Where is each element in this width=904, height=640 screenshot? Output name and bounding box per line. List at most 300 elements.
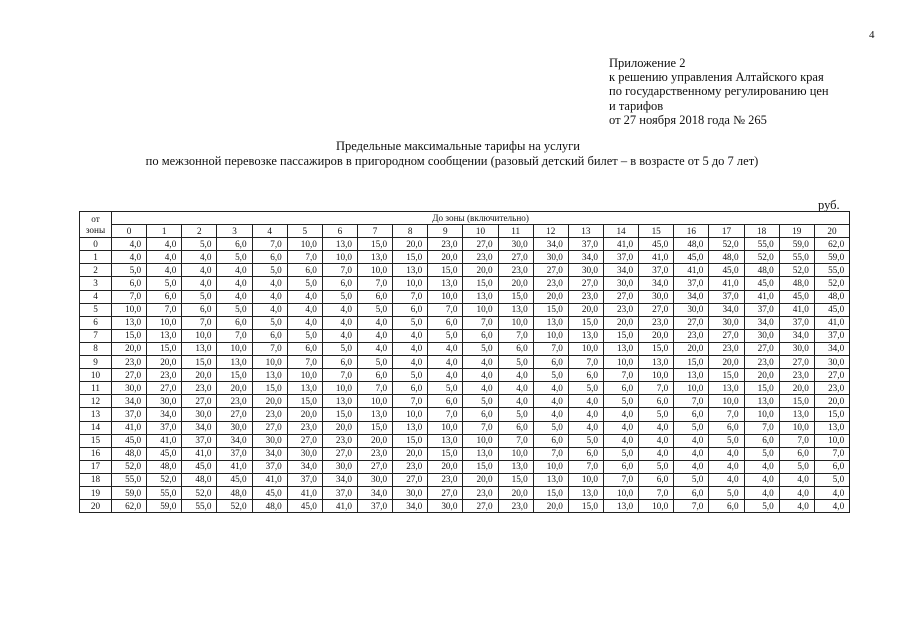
tariff-cell: 41,0 — [322, 500, 357, 513]
tariff-cell: 62,0 — [814, 238, 849, 251]
table-row — [80, 382, 850, 395]
tariff-cell: 5,0 — [744, 447, 779, 460]
to-zone-number: 0 — [112, 225, 147, 238]
tariff-cell: 10,0 — [322, 251, 357, 264]
tariff-cell: 10,0 — [182, 329, 217, 342]
tariff-cell: 5,0 — [463, 342, 498, 355]
tariff-cell: 6,0 — [568, 447, 603, 460]
tariff-cell: 23,0 — [779, 369, 814, 382]
tariff-cell: 23,0 — [112, 356, 147, 369]
tariff-cell: 52,0 — [147, 473, 182, 486]
tariff-cell: 34,0 — [744, 316, 779, 329]
tariff-cell: 10,0 — [674, 382, 709, 395]
tariff-cell: 27,0 — [322, 447, 357, 460]
tariff-cell: 5,0 — [568, 382, 603, 395]
tariff-cell: 41,0 — [287, 486, 322, 499]
tariff-cell: 7,0 — [603, 369, 638, 382]
tariff-cell: 6,0 — [779, 447, 814, 460]
tariff-cell: 15,0 — [463, 460, 498, 473]
tariff-cell: 23,0 — [674, 329, 709, 342]
tariff-cell: 6,0 — [463, 408, 498, 421]
from-zone-number: 6 — [80, 316, 112, 329]
tariff-cell: 10,0 — [603, 356, 638, 369]
tariff-cell: 48,0 — [744, 264, 779, 277]
tariff-cell: 45,0 — [709, 264, 744, 277]
to-zone-number: 12 — [533, 225, 568, 238]
tariff-cell: 20,0 — [533, 290, 568, 303]
tariff-cell: 15,0 — [568, 316, 603, 329]
tariff-cell: 52,0 — [814, 277, 849, 290]
tariff-cell: 45,0 — [217, 473, 252, 486]
to-zone-number: 6 — [322, 225, 357, 238]
tariff-cell: 15,0 — [814, 408, 849, 421]
table-row — [80, 290, 850, 303]
tariff-cell: 15,0 — [357, 421, 392, 434]
document-title — [0, 139, 904, 168]
tariff-cell: 6,0 — [533, 356, 568, 369]
tariff-cell: 6,0 — [112, 277, 147, 290]
tariff-cell: 4,0 — [287, 303, 322, 316]
from-zone-number: 13 — [80, 408, 112, 421]
appendix-line: от 27 ноября 2018 года № 265 — [609, 112, 767, 127]
tariff-cell: 13,0 — [533, 316, 568, 329]
tariff-cell: 23,0 — [709, 342, 744, 355]
tariff-cell: 23,0 — [393, 460, 428, 473]
tariff-cell: 34,0 — [182, 421, 217, 434]
tariff-cell: 13,0 — [674, 369, 709, 382]
tariff-cell: 4,0 — [393, 329, 428, 342]
tariff-cell: 48,0 — [709, 251, 744, 264]
table-row — [80, 369, 850, 382]
tariff-cell: 34,0 — [603, 264, 638, 277]
tariff-cell: 55,0 — [744, 238, 779, 251]
tariff-cell: 37,0 — [814, 329, 849, 342]
tariff-cell: 5,0 — [639, 408, 674, 421]
tariff-cell: 5,0 — [252, 316, 287, 329]
tariff-cell: 10,0 — [322, 382, 357, 395]
table-row — [80, 395, 850, 408]
tariff-cell: 27,0 — [709, 329, 744, 342]
tariff-cell: 4,0 — [779, 486, 814, 499]
tariff-cell: 4,0 — [498, 395, 533, 408]
tariff-cell: 7,0 — [498, 329, 533, 342]
tariff-cell: 7,0 — [287, 356, 322, 369]
tariff-cell: 23,0 — [182, 382, 217, 395]
tariff-cell: 7,0 — [639, 486, 674, 499]
tariff-cell: 6,0 — [603, 460, 638, 473]
from-zone-header — [80, 212, 112, 238]
tariff-cell: 34,0 — [217, 434, 252, 447]
tariff-cell: 15,0 — [533, 486, 568, 499]
from-zone-number: 10 — [80, 369, 112, 382]
tariff-cell: 5,0 — [498, 408, 533, 421]
tariff-cell: 13,0 — [428, 277, 463, 290]
tariff-cell: 6,0 — [568, 369, 603, 382]
from-zone-header-line: от — [91, 213, 100, 224]
to-zone-number: 18 — [744, 225, 779, 238]
tariff-cell: 55,0 — [147, 486, 182, 499]
tariff-cell: 13,0 — [112, 316, 147, 329]
tariff-cell: 30,0 — [322, 460, 357, 473]
tariff-cell: 13,0 — [463, 447, 498, 460]
table-row — [80, 342, 850, 355]
tariff-cell: 34,0 — [674, 290, 709, 303]
tariff-cell: 27,0 — [357, 460, 392, 473]
tariff-cell: 4,0 — [639, 434, 674, 447]
tariff-cell: 7,0 — [428, 408, 463, 421]
tariff-cell: 20,0 — [779, 382, 814, 395]
tariff-cell: 4,0 — [603, 421, 638, 434]
tariff-cell: 5,0 — [357, 303, 392, 316]
tariff-cell: 37,0 — [674, 277, 709, 290]
table-row — [80, 460, 850, 473]
tariff-cell: 15,0 — [112, 329, 147, 342]
tariff-cell: 37,0 — [744, 303, 779, 316]
tariff-cell: 20,0 — [217, 382, 252, 395]
tariff-cell: 13,0 — [533, 473, 568, 486]
tariff-cell: 6,0 — [639, 395, 674, 408]
tariff-cell: 41,0 — [182, 447, 217, 460]
tariff-cell: 23,0 — [428, 473, 463, 486]
tariff-cell: 6,0 — [217, 316, 252, 329]
tariff-cell: 7,0 — [322, 369, 357, 382]
tariff-cell: 10,0 — [428, 421, 463, 434]
tariff-cell: 37,0 — [182, 434, 217, 447]
tariff-cell: 15,0 — [568, 500, 603, 513]
tariff-cell: 7,0 — [639, 382, 674, 395]
tariff-cell: 4,0 — [709, 460, 744, 473]
appendix-block — [609, 56, 829, 127]
tariff-cell: 59,0 — [112, 486, 147, 499]
appendix-line: к решению управления Алтайского края — [609, 70, 824, 85]
to-zone-number: 16 — [674, 225, 709, 238]
tariff-cell: 37,0 — [322, 486, 357, 499]
tariff-cell: 4,0 — [147, 238, 182, 251]
tariff-cell: 23,0 — [603, 303, 638, 316]
tariff-cell: 5,0 — [393, 369, 428, 382]
tariff-cell: 4,0 — [182, 277, 217, 290]
tariff-cell: 45,0 — [182, 460, 217, 473]
tariff-cell: 4,0 — [147, 251, 182, 264]
tariff-cell: 6,0 — [322, 277, 357, 290]
to-zone-number: 13 — [568, 225, 603, 238]
tariff-cell: 13,0 — [252, 369, 287, 382]
tariff-cell: 4,0 — [147, 264, 182, 277]
tariff-cell: 41,0 — [252, 473, 287, 486]
tariff-cell: 10,0 — [428, 290, 463, 303]
tariff-cell: 13,0 — [357, 408, 392, 421]
tariff-cell: 10,0 — [498, 447, 533, 460]
tariff-cell: 30,0 — [779, 342, 814, 355]
tariff-cell: 4,0 — [463, 356, 498, 369]
tariff-cell: 55,0 — [112, 473, 147, 486]
tariff-cell: 23,0 — [357, 447, 392, 460]
tariff-cell: 37,0 — [603, 251, 638, 264]
tariff-cell: 52,0 — [217, 500, 252, 513]
tariff-cell: 4,0 — [428, 356, 463, 369]
from-zone-number: 9 — [80, 356, 112, 369]
tariff-cell: 4,0 — [112, 251, 147, 264]
tariff-cell: 30,0 — [814, 356, 849, 369]
tariff-cell: 27,0 — [674, 316, 709, 329]
tariff-cell: 41,0 — [674, 264, 709, 277]
tariff-cell: 15,0 — [709, 369, 744, 382]
zone-numbers-row — [80, 225, 850, 238]
tariff-cell: 15,0 — [603, 329, 638, 342]
tariff-cell: 34,0 — [393, 500, 428, 513]
tariff-cell: 20,0 — [498, 486, 533, 499]
tariff-cell: 6,0 — [603, 382, 638, 395]
to-zone-number: 9 — [428, 225, 463, 238]
tariff-cell: 41,0 — [744, 290, 779, 303]
from-zone-number: 12 — [80, 395, 112, 408]
tariff-cell: 27,0 — [744, 342, 779, 355]
to-zone-number: 4 — [252, 225, 287, 238]
tariff-cell: 4,0 — [217, 277, 252, 290]
tariff-cell: 48,0 — [147, 460, 182, 473]
tariff-cell: 5,0 — [709, 486, 744, 499]
appendix-line: по государственному регулированию цен — [609, 84, 829, 99]
tariff-cell: 7,0 — [252, 342, 287, 355]
tariff-cell: 27,0 — [428, 486, 463, 499]
tariff-cell: 10,0 — [568, 342, 603, 355]
tariff-cell: 13,0 — [603, 500, 638, 513]
tariff-cell: 7,0 — [533, 447, 568, 460]
tariff-cell: 30,0 — [182, 408, 217, 421]
tariff-cell: 37,0 — [639, 264, 674, 277]
tariff-cell: 4,0 — [639, 421, 674, 434]
tariff-cell: 34,0 — [357, 486, 392, 499]
tariff-cell: 13,0 — [393, 421, 428, 434]
tariff-cell: 55,0 — [182, 500, 217, 513]
tariff-cell: 7,0 — [217, 329, 252, 342]
from-zone-number: 15 — [80, 434, 112, 447]
from-zone-header-line: зоны — [85, 224, 106, 235]
tariff-cell: 6,0 — [498, 421, 533, 434]
tariff-cell: 4,0 — [252, 290, 287, 303]
tariff-cell: 15,0 — [428, 264, 463, 277]
tariff-cell: 59,0 — [814, 251, 849, 264]
tariff-cell: 55,0 — [779, 251, 814, 264]
tariff-cell: 20,0 — [287, 408, 322, 421]
tariff-cell: 6,0 — [428, 316, 463, 329]
tariff-cell: 10,0 — [147, 316, 182, 329]
title-line-1: Предельные максимальные тарифы на услуги — [335, 139, 580, 153]
tariff-cell: 6,0 — [182, 303, 217, 316]
tariff-cell: 23,0 — [463, 486, 498, 499]
tariff-cell: 5,0 — [674, 473, 709, 486]
tariff-cell: 5,0 — [568, 434, 603, 447]
tariff-cell: 27,0 — [112, 369, 147, 382]
appendix-line: и тарифов — [609, 98, 664, 113]
tariff-cell: 30,0 — [112, 382, 147, 395]
tariff-cell: 20,0 — [498, 277, 533, 290]
tariff-cell: 23,0 — [639, 316, 674, 329]
tariff-cell: 13,0 — [814, 421, 849, 434]
from-zone-number: 0 — [80, 238, 112, 251]
tariff-cell: 30,0 — [357, 473, 392, 486]
tariff-cell: 4,0 — [428, 342, 463, 355]
tariff-cell: 45,0 — [814, 303, 849, 316]
tariff-cell: 5,0 — [428, 382, 463, 395]
from-zone-number: 14 — [80, 421, 112, 434]
tariff-cell: 30,0 — [744, 329, 779, 342]
table-row — [80, 251, 850, 264]
from-zone-number: 16 — [80, 447, 112, 460]
tariff-cell: 15,0 — [463, 277, 498, 290]
tariff-cell: 4,0 — [533, 408, 568, 421]
tariff-cell: 6,0 — [639, 473, 674, 486]
tariff-cell: 7,0 — [603, 473, 638, 486]
tariff-cell: 20,0 — [603, 316, 638, 329]
to-zone-number: 2 — [182, 225, 217, 238]
tariff-cell: 15,0 — [533, 303, 568, 316]
tariff-cell: 7,0 — [147, 303, 182, 316]
tariff-cell: 37,0 — [217, 447, 252, 460]
tariff-cell: 27,0 — [568, 277, 603, 290]
tariff-cell: 7,0 — [428, 303, 463, 316]
tariff-cell: 5,0 — [533, 369, 568, 382]
tariff-cell: 5,0 — [112, 264, 147, 277]
from-zone-number: 18 — [80, 473, 112, 486]
tariff-cell: 41,0 — [779, 303, 814, 316]
tariff-cell: 48,0 — [252, 500, 287, 513]
tariff-cell: 23,0 — [568, 290, 603, 303]
tariff-cell: 13,0 — [147, 329, 182, 342]
tariff-cell: 6,0 — [252, 251, 287, 264]
tariff-cell: 27,0 — [498, 251, 533, 264]
tariff-cell: 27,0 — [533, 264, 568, 277]
tariff-cell: 5,0 — [217, 251, 252, 264]
tariff-cell: 30,0 — [428, 500, 463, 513]
tariff-cell: 10,0 — [463, 434, 498, 447]
tariff-cell: 15,0 — [498, 473, 533, 486]
tariff-cell: 48,0 — [112, 447, 147, 460]
tariff-cell: 34,0 — [568, 251, 603, 264]
tariff-cell: 23,0 — [814, 382, 849, 395]
tariff-cell: 7,0 — [814, 447, 849, 460]
tariff-cell: 10,0 — [252, 356, 287, 369]
from-zone-number: 11 — [80, 382, 112, 395]
tariff-cell: 5,0 — [779, 460, 814, 473]
tariff-cell: 13,0 — [322, 238, 357, 251]
tariff-cell: 5,0 — [709, 434, 744, 447]
tariff-cell: 34,0 — [639, 277, 674, 290]
to-zone-number: 10 — [463, 225, 498, 238]
tariff-cell: 4,0 — [322, 316, 357, 329]
tariff-cell: 5,0 — [393, 316, 428, 329]
to-zone-number: 5 — [287, 225, 322, 238]
tariff-cell: 10,0 — [639, 369, 674, 382]
tariff-cell: 4,0 — [709, 447, 744, 460]
tariff-cell: 23,0 — [498, 264, 533, 277]
tariff-cell: 15,0 — [357, 238, 392, 251]
tariff-cell: 15,0 — [322, 408, 357, 421]
to-zone-number: 14 — [603, 225, 638, 238]
tariff-cell: 6,0 — [217, 238, 252, 251]
tariff-cell: 5,0 — [252, 264, 287, 277]
tariff-cell: 7,0 — [463, 421, 498, 434]
tariff-cell: 41,0 — [147, 434, 182, 447]
table-row — [80, 500, 850, 513]
table-row — [80, 303, 850, 316]
from-zone-number: 1 — [80, 251, 112, 264]
tariff-cell: 20,0 — [322, 421, 357, 434]
tariff-cell: 34,0 — [709, 303, 744, 316]
tariff-cell: 10,0 — [393, 277, 428, 290]
tariff-cell: 4,0 — [709, 473, 744, 486]
tariff-cell: 7,0 — [779, 434, 814, 447]
table-row — [80, 486, 850, 499]
tariff-cell: 10,0 — [217, 342, 252, 355]
tariff-cell: 23,0 — [744, 356, 779, 369]
tariff-cell: 30,0 — [287, 447, 322, 460]
tariff-cell: 4,0 — [744, 460, 779, 473]
tariff-cell: 15,0 — [639, 342, 674, 355]
tariff-cell: 20,0 — [533, 500, 568, 513]
tariff-cell: 13,0 — [322, 395, 357, 408]
tariff-cell: 5,0 — [603, 447, 638, 460]
tariff-cell: 15,0 — [287, 395, 322, 408]
tariff-cell: 37,0 — [709, 290, 744, 303]
tariff-cell: 27,0 — [147, 382, 182, 395]
table-row — [80, 329, 850, 342]
tariff-cell: 4,0 — [357, 342, 392, 355]
tariff-cell: 10,0 — [393, 408, 428, 421]
tariff-cell: 5,0 — [498, 356, 533, 369]
table-row — [80, 316, 850, 329]
tariff-cell: 5,0 — [428, 329, 463, 342]
table-row — [80, 473, 850, 486]
to-zone-number: 15 — [639, 225, 674, 238]
tariff-cell: 7,0 — [112, 290, 147, 303]
tariff-cell: 4,0 — [498, 369, 533, 382]
tariff-cell: 34,0 — [533, 238, 568, 251]
tariff-cell: 15,0 — [428, 447, 463, 460]
tariff-cell: 37,0 — [112, 408, 147, 421]
table-row — [80, 356, 850, 369]
tariff-cell: 15,0 — [744, 382, 779, 395]
tariff-cell: 48,0 — [779, 277, 814, 290]
tariff-cell: 5,0 — [639, 460, 674, 473]
tariff-cell: 15,0 — [393, 434, 428, 447]
tariff-cell: 20,0 — [674, 342, 709, 355]
tariff-cell: 6,0 — [322, 356, 357, 369]
tariff-cell: 4,0 — [744, 486, 779, 499]
tariff-cell: 13,0 — [463, 290, 498, 303]
tariff-cell: 13,0 — [498, 460, 533, 473]
table-row — [80, 447, 850, 460]
tariff-cell: 5,0 — [357, 356, 392, 369]
tariff-cell: 4,0 — [568, 395, 603, 408]
tariff-cell: 7,0 — [568, 460, 603, 473]
tariff-cell: 23,0 — [322, 434, 357, 447]
tariff-cell: 4,0 — [252, 303, 287, 316]
tariff-cell: 6,0 — [357, 290, 392, 303]
tariff-cell: 6,0 — [393, 303, 428, 316]
tariff-cell: 10,0 — [463, 303, 498, 316]
tariff-cell: 23,0 — [533, 277, 568, 290]
tariff-cell: 41,0 — [217, 460, 252, 473]
tariff-cell: 41,0 — [814, 316, 849, 329]
tariff-cell: 7,0 — [287, 251, 322, 264]
tariff-cell: 10,0 — [533, 329, 568, 342]
tariff-cell: 7,0 — [744, 421, 779, 434]
tariff-cell: 6,0 — [709, 500, 744, 513]
to-zone-number: 20 — [814, 225, 849, 238]
tariff-cell: 10,0 — [744, 408, 779, 421]
tariff-cell: 27,0 — [603, 290, 638, 303]
